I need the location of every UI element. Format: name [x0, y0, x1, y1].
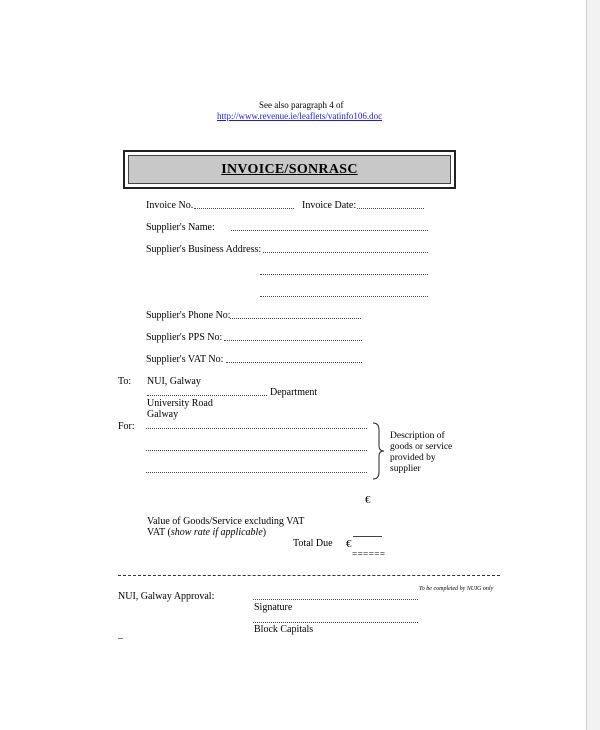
- invoice-date-field[interactable]: [357, 208, 424, 209]
- total-due-label: Total Due: [293, 538, 333, 549]
- currency-symbol-2: €: [346, 538, 352, 550]
- to-label: To:: [118, 376, 132, 387]
- supplier-address-field-2[interactable]: [260, 274, 428, 275]
- description-line-4: supplier: [390, 464, 421, 474]
- approval-field[interactable]: [253, 599, 418, 600]
- invoice-title: INVOICE/SONRASC: [221, 161, 358, 177]
- approval-label: NUI, Galway Approval:: [118, 591, 215, 602]
- department-label: Department: [270, 387, 318, 398]
- supplier-pps-field[interactable]: [224, 340, 362, 341]
- supplier-address-field-1[interactable]: [263, 252, 428, 253]
- supplier-address-label: Supplier's Business Address:: [146, 244, 262, 255]
- total-underline: ======: [352, 549, 386, 559]
- revenue-link[interactable]: http://www.revenue.ie/leaflets/vatinfo106.doc: [217, 111, 383, 121]
- supplier-phone-field[interactable]: [230, 318, 361, 319]
- invoice-date-label: Invoice Date:: [302, 200, 357, 211]
- currency-symbol-1: €: [365, 494, 371, 506]
- right-brace-icon: [371, 422, 385, 480]
- see-also-text: See also paragraph 4 of: [259, 100, 344, 110]
- block-capitals-label: Block Capitals: [254, 624, 314, 635]
- title-inner: [128, 155, 451, 184]
- invoice-no-label: Invoice No.: [146, 200, 194, 211]
- block-capitals-field[interactable]: [253, 622, 418, 623]
- vat-field[interactable]: [353, 536, 382, 537]
- supplier-pps-label: Supplier's PPS No:: [146, 332, 223, 343]
- to-city: Galway: [147, 409, 179, 420]
- vat-label-italic: show rate if applicable: [170, 527, 263, 538]
- title-box: [123, 150, 456, 189]
- vat-label: [147, 527, 266, 539]
- to-road: University Road: [147, 398, 213, 409]
- for-field-2[interactable]: [146, 450, 367, 451]
- for-field-1[interactable]: [146, 428, 367, 429]
- to-org: NUI, Galway: [147, 376, 201, 387]
- supplier-name-label: Supplier's Name:: [146, 222, 215, 233]
- section-divider: [118, 575, 500, 576]
- value-excl-vat-label: Value of Goods/Service excluding VAT: [147, 516, 305, 527]
- for-field-3[interactable]: [146, 472, 367, 473]
- description-line-3: provided by: [390, 453, 436, 463]
- supplier-name-field[interactable]: [231, 230, 428, 231]
- vat-label-suffix: ): [262, 527, 267, 538]
- supplier-address-field-3[interactable]: [260, 296, 428, 297]
- description-line-2: goods or service: [390, 442, 453, 452]
- invoice-no-field[interactable]: [194, 208, 294, 209]
- for-label: For:: [118, 421, 135, 432]
- vat-label-prefix: VAT (: [147, 527, 171, 538]
- supplier-vat-field[interactable]: [226, 362, 362, 363]
- supplier-vat-label: Supplier's VAT No:: [146, 354, 224, 365]
- footer-mark: _: [118, 629, 123, 640]
- description-line-1: Description of: [390, 431, 445, 441]
- supplier-phone-label: Supplier's Phone No:: [146, 310, 231, 321]
- department-field[interactable]: [147, 395, 267, 396]
- nuig-only-note: To be completed by NUIG only: [419, 586, 494, 592]
- signature-label: Signature: [254, 602, 293, 613]
